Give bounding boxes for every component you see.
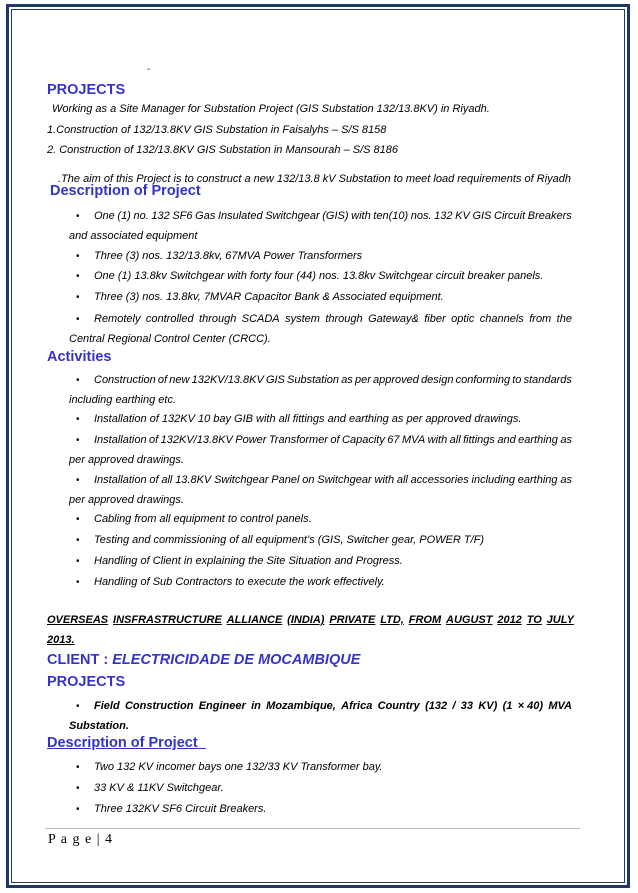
stray-mark: - [147, 64, 151, 75]
word: Switchgear [317, 474, 372, 486]
desc2-switchgear: 33 KV & 11KV Switchgear. [94, 782, 224, 794]
word: Panel [271, 474, 300, 486]
word: Circuit [494, 210, 526, 222]
word: of [157, 374, 168, 386]
activity-transformer-cont: per approved drawings. [69, 454, 184, 466]
bullet-icon: • [76, 435, 80, 446]
company-line-cont: 2013. [47, 634, 75, 646]
word: Field [94, 700, 120, 712]
bullet-icon: • [76, 211, 80, 222]
word: 132KV/13.8KV [191, 374, 264, 386]
word: of [149, 474, 159, 486]
word: fiber [424, 313, 446, 325]
activity-switchgear-panel [94, 474, 572, 486]
desc-item-gis [94, 210, 572, 222]
word: new [169, 374, 190, 386]
activities-heading: Activities [47, 349, 112, 365]
role-line: Working as a Site Manager for Substation Project (GIS Substation 132/13.8KV) in Riyadh. [52, 103, 490, 115]
desc-item-transformers: Three (3) nos. 132/13.8kv, 67MVA Power Transformers [94, 250, 363, 262]
word: Power [235, 434, 267, 446]
word: 67 [387, 434, 400, 446]
word: Installation [94, 474, 147, 486]
project-role-mozambique-cont: Substation. [69, 720, 129, 732]
bullet-icon: • [76, 414, 80, 425]
bullet-icon: • [76, 804, 80, 815]
word: with [374, 474, 395, 486]
word: Africa [341, 700, 373, 712]
company-line [47, 614, 574, 626]
word: TO [526, 614, 542, 626]
word: of [330, 434, 340, 446]
word: approved [373, 374, 419, 386]
word: as [560, 434, 572, 446]
word: channels [479, 313, 524, 325]
bullet-icon: • [76, 271, 80, 282]
word: OVERSEAS [47, 614, 109, 626]
word: MVA [401, 434, 426, 446]
word: Breakers [527, 210, 572, 222]
bullet-icon: • [76, 577, 80, 588]
word: Mozambique, [266, 700, 336, 712]
word: KV) [478, 700, 498, 712]
word: ALLIANCE [226, 614, 283, 626]
activity-construction-cont: including earthing etc. [69, 394, 177, 406]
word: 132 [434, 210, 453, 222]
word: ten(10) [373, 210, 409, 222]
bullet-icon: • [76, 375, 80, 386]
word: as [560, 474, 572, 486]
word: design [421, 374, 454, 386]
word: with [427, 434, 448, 446]
word: SCADA [241, 313, 280, 325]
word: LTD, [380, 614, 404, 626]
word: (1) [117, 210, 131, 222]
desc-item-scada [94, 313, 572, 325]
word: One [94, 210, 115, 222]
word: GIS [265, 374, 285, 386]
client-label: CLIENT [47, 652, 100, 668]
bullet-icon: • [76, 783, 80, 794]
word: KV [455, 210, 470, 222]
activity-transformer [94, 434, 572, 446]
desc-item-scada-cont: Central Regional Control Center (CRCC). [69, 333, 271, 345]
word: the [556, 313, 572, 325]
word: optic [451, 313, 475, 325]
word: through [325, 313, 363, 325]
client-line [47, 652, 360, 668]
project-role-mozambique [94, 700, 572, 712]
page-number: 4 [105, 832, 114, 847]
desc-item-capacitor: Three (3) nos. 13.8kv, 7MVAR Capacitor Bank & Associated equipment. [94, 291, 444, 303]
project-item-1: 1.Construction of 132/13.8KV GIS Substation in Faisalyhs – S/S 8158 [47, 124, 387, 136]
desc2-breakers: Three 132KV SF6 Circuit Breakers. [94, 803, 267, 815]
word: including [471, 474, 515, 486]
word: system [285, 313, 320, 325]
footer-divider [45, 828, 580, 829]
word: Installation [94, 434, 147, 446]
word: Switchgear [214, 474, 269, 486]
activity-gib: Installation of 132KV 10 bay GIB with all fittings and earthing as per approved drawings. [94, 413, 522, 425]
word: (132 [425, 700, 448, 712]
word: Country [377, 700, 420, 712]
word: (1 [502, 700, 513, 712]
word: Gas [195, 210, 216, 222]
activity-cabling: Cabling from all equipment to control panels. [94, 513, 312, 525]
bullet-icon: • [76, 556, 80, 567]
word: earthing [517, 474, 558, 486]
word: 33 [460, 700, 474, 712]
word: conforming [455, 374, 511, 386]
word: in [251, 700, 261, 712]
bullet-icon: • [76, 514, 80, 525]
word: Construction [124, 700, 194, 712]
activity-subcontractors: Handling of Sub Contractors to execute the work effectively. [94, 576, 385, 588]
word: Engineer [198, 700, 246, 712]
word: 132KV/13.8KV [160, 434, 233, 446]
client-separator: : [103, 652, 109, 668]
word: accessories [410, 474, 469, 486]
word: controlled [145, 313, 194, 325]
word: GIS [472, 210, 492, 222]
word: to [512, 374, 522, 386]
word: all [161, 474, 173, 486]
word: earthing [518, 434, 558, 446]
word: nos. [410, 210, 432, 222]
bullet-icon: • [76, 292, 80, 303]
word: as [341, 374, 353, 386]
word: SF6 [172, 210, 193, 222]
bullet-icon: • [76, 535, 80, 546]
project-aim: .The aim of this Project is to construct a new 132/13.8 kV Substation to meet load requirements of Riyadh [58, 173, 571, 185]
word: fittings [463, 434, 495, 446]
description-heading-2: Description of Project [47, 735, 198, 751]
word: on [302, 474, 315, 486]
bullet-icon: • [76, 701, 80, 712]
projects-heading-2: PROJECTS [47, 674, 126, 690]
client-name: ELECTRICIDADE DE MOCAMBIQUE [112, 652, 361, 668]
word: of [149, 434, 159, 446]
word: Substation [287, 374, 340, 386]
word: from [529, 313, 552, 325]
bullet-icon: • [76, 475, 80, 486]
activity-testing: Testing and commissioning of all equipment’s (GIS, Switcher gear, POWER T/F) [94, 534, 485, 546]
page-border-inner [11, 9, 625, 883]
desc-item-gis-cont: and associated equipment [69, 230, 198, 242]
word: 2012 [497, 614, 522, 626]
page-label: P a g e [48, 832, 93, 847]
word: no. [133, 210, 149, 222]
word: × 40) [517, 700, 544, 712]
word: JULY [546, 614, 574, 626]
word: INSFRASTRUCTURE [113, 614, 222, 626]
word: per [354, 374, 371, 386]
word: FROM [408, 614, 442, 626]
word: Gateway& [368, 313, 419, 325]
word: Capacity [342, 434, 385, 446]
word: AUGUST [446, 614, 493, 626]
word: Transformer [268, 434, 328, 446]
activity-client-handling: Handling of Client in explaining the Site Situation and Progress. [94, 555, 403, 567]
activity-construction [94, 374, 572, 386]
word: with [351, 210, 371, 222]
word: standards [523, 374, 572, 386]
activity-switchgear-panel-cont: per approved drawings. [69, 494, 184, 506]
desc-item-switchgear: One (1) 13.8kv Switchgear with forty four (44) nos. 13.8kv Switchgear circuit breaker panels. [94, 270, 544, 282]
page-separator: | [96, 832, 101, 847]
word: 132 [151, 210, 170, 222]
bullet-icon: • [76, 762, 80, 773]
bullet-icon: • [76, 314, 80, 325]
word: Construction [94, 374, 156, 386]
word: Insulated [217, 210, 263, 222]
desc2-incomer-bays: Two 132 KV incomer bays one 132/33 KV Transformer bay. [94, 761, 383, 773]
project-item-2: 2. Construction of 132/13.8KV GIS Substation in Mansourah – S/S 8186 [47, 144, 398, 156]
description-heading: Description of Project [50, 183, 201, 199]
word: Remotely [94, 313, 141, 325]
page-footer [48, 832, 113, 848]
word: all [449, 434, 461, 446]
projects-heading: PROJECTS [47, 82, 126, 98]
word: all [396, 474, 408, 486]
word: 13.8KV [175, 474, 212, 486]
word: / [452, 700, 456, 712]
word: through [199, 313, 237, 325]
word: PRIVATE [329, 614, 376, 626]
word: Switchgear [265, 210, 320, 222]
word: (GIS) [322, 210, 349, 222]
word: (INDIA) [287, 614, 325, 626]
word: and [497, 434, 516, 446]
bullet-icon: • [76, 251, 80, 262]
word: MVA [548, 700, 572, 712]
